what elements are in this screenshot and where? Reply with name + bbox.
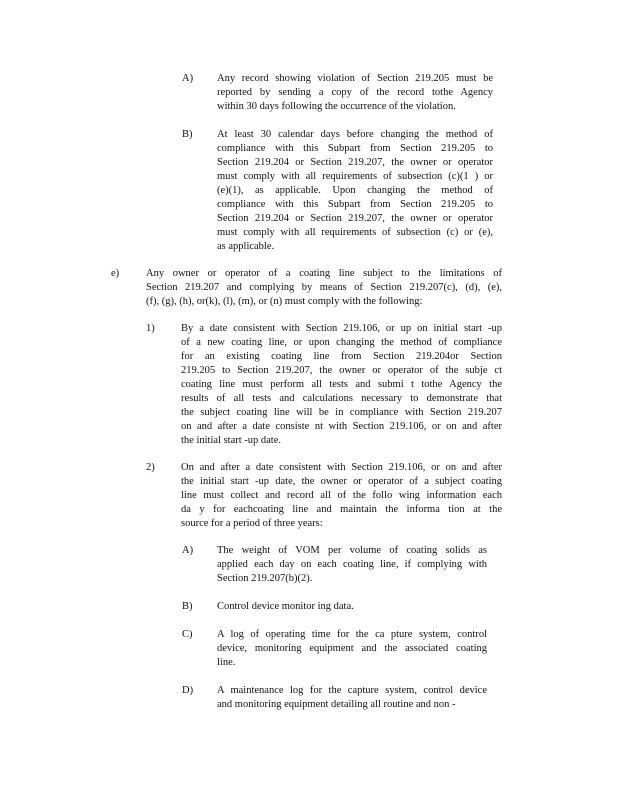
item-label: B) xyxy=(182,601,193,612)
item-label: C) xyxy=(182,629,193,640)
list-item-1-tests xyxy=(146,322,502,448)
item-label: B) xyxy=(182,129,193,140)
list-item-B-change-method xyxy=(182,128,493,254)
text-line: as applicable. xyxy=(217,241,275,252)
list-item-C-operating-log xyxy=(182,628,487,670)
item-text xyxy=(217,628,487,670)
item-text xyxy=(217,72,493,114)
item-label: 1) xyxy=(146,323,155,334)
text-line: source for a period of three years: xyxy=(181,518,323,529)
text-line: coating line must perform all tests and submi t tothe Agency the xyxy=(181,379,502,390)
text-line: Section 219.207 and complying by means of Section 219.207(c), (d), (e), xyxy=(146,282,502,293)
text-line: line must collect and record all of the follo wing information each xyxy=(181,490,502,501)
list-item-D-maintenance-log xyxy=(182,684,487,712)
text-line: for an existing coating line from Section 219.204or Section xyxy=(181,351,502,362)
item-label: 2) xyxy=(146,462,155,473)
text-line: By a date consistent with Section 219.106, or up on initial start -up xyxy=(181,323,502,334)
list-item-A-record-violation xyxy=(182,72,493,114)
text-line: within 30 days following the occurrence of the violation. xyxy=(217,101,456,112)
list-item-2-records xyxy=(146,461,502,531)
text-line: applied each day on each coating line, if complying with xyxy=(217,559,487,570)
text-line: da y for eachcoating line and maintain the informa tion at the xyxy=(181,504,502,515)
text-line: line. xyxy=(217,657,236,668)
item-text xyxy=(217,544,487,586)
text-line: reported by sending a copy of the record tothe Agency xyxy=(217,87,493,98)
text-line: on and after a date consiste nt with Section 219.106, or on and after xyxy=(181,421,502,432)
text-line: device, monitoring equipment and the associated coating xyxy=(217,643,487,654)
item-text xyxy=(217,600,487,614)
item-label: e) xyxy=(111,268,120,279)
item-text xyxy=(217,128,493,254)
text-line: At least 30 calendar days before changing the method of xyxy=(217,129,493,140)
text-line: A log of operating time for the ca pture system, control xyxy=(217,629,487,640)
text-line: (f), (g), (h), or(k), (l), (m), or (n) must comply with the following: xyxy=(146,296,423,307)
text-line: Control device monitor ing data. xyxy=(217,601,354,612)
item-text xyxy=(181,322,502,448)
text-line: Any owner or operator of a coating line subject to the limitations of xyxy=(146,268,502,279)
item-label: A) xyxy=(182,73,194,84)
text-line: Section 219.204 or Section 219.207, the owner or operator xyxy=(217,157,493,168)
text-line: On and after a date consistent with Section 219.106, or on and after xyxy=(181,462,502,473)
text-line: the subject coating line will be in compliance with Section 219.207 xyxy=(181,407,502,418)
item-text xyxy=(217,684,487,712)
text-line: compliance with this Subpart from Section 219.205 to xyxy=(217,199,493,210)
text-line: of a new coating line, or upon changing the method of compliance xyxy=(181,337,502,348)
item-label: A) xyxy=(182,545,194,556)
text-line: (e)(1), as applicable. Upon changing the method of xyxy=(217,185,493,196)
list-item-B-control-device xyxy=(182,600,487,614)
text-line: must comply with all requirements of subsection (c)(1 ) or xyxy=(217,171,493,182)
text-line: the initial start -up date. xyxy=(181,435,282,446)
item-text xyxy=(181,461,502,531)
text-line: Section 219.207(b)(2). xyxy=(217,573,313,584)
text-line: 219.205 to Section 219.207, the owner or operator of the subje ct xyxy=(181,365,502,376)
list-item-A-vom-weight xyxy=(182,544,487,586)
list-item-e-coating-line xyxy=(111,267,502,309)
text-line: the initial start -up date, the owner or operator of a subject coating xyxy=(181,476,502,487)
item-text xyxy=(146,267,502,309)
text-line: and monitoring equipment detailing all routine and non - xyxy=(217,699,456,710)
text-line: A maintenance log for the capture system, control device xyxy=(217,685,487,696)
item-label: D) xyxy=(182,685,194,696)
text-line: Section 219.204 or Section 219.207, the owner or operator xyxy=(217,213,493,224)
text-line: Any record showing violation of Section 219.205 must be xyxy=(217,73,493,84)
text-line: The weight of VOM per volume of coating solids as xyxy=(217,545,487,556)
text-line: results of all tests and calculations necessary to demonstrate that xyxy=(181,393,502,404)
text-line: must comply with all requirements of subsection (c) or (e), xyxy=(217,227,493,238)
text-line: compliance with this Subpart from Section 219.205 to xyxy=(217,143,493,154)
